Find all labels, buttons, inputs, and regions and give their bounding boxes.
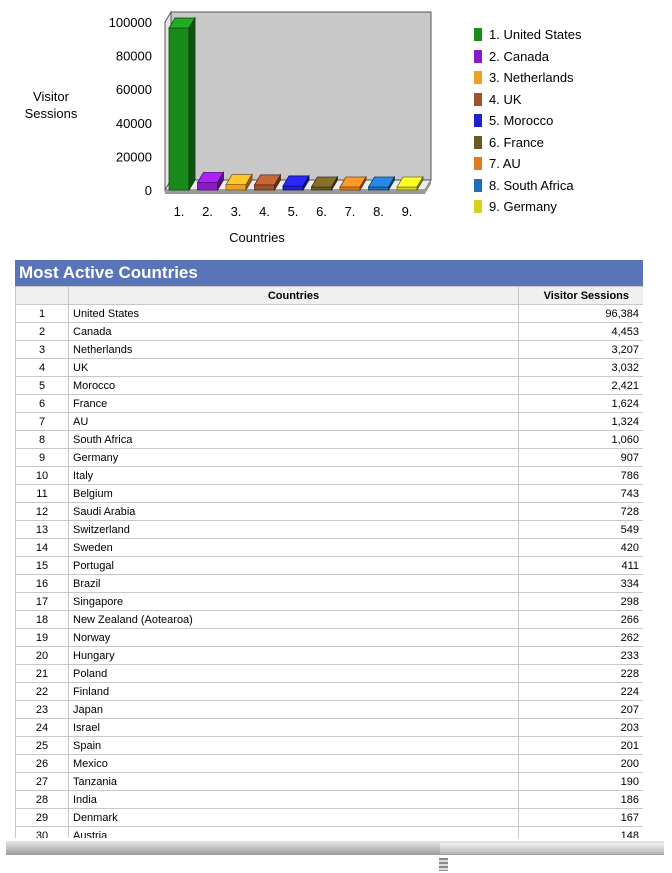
table-row	[16, 755, 644, 773]
legend-item	[474, 89, 664, 111]
table-row	[16, 719, 644, 737]
y-tick-label: 40000	[115, 115, 152, 131]
sessions-cell: 549	[519, 521, 644, 539]
sessions-cell: 262	[519, 629, 644, 647]
x-tick-label: 4.	[259, 204, 270, 219]
rank-cell: 30	[16, 827, 69, 839]
legend-label: 3. Netherlands	[489, 70, 574, 86]
table-row	[16, 395, 644, 413]
legend-label: 4. UK	[489, 91, 522, 107]
legend-swatch-icon	[474, 50, 482, 63]
legend-swatch-icon	[474, 93, 482, 106]
table-row	[16, 809, 644, 827]
x-tick-label: 1.	[173, 204, 185, 219]
country-cell: India	[69, 791, 519, 809]
rank-cell: 6	[16, 395, 69, 413]
rank-cell: 24	[16, 719, 69, 737]
legend-swatch-icon	[474, 179, 482, 192]
legend-swatch-icon	[474, 114, 482, 127]
legend-swatch-icon	[474, 136, 482, 149]
legend-item	[474, 46, 664, 68]
country-cell: New Zealand (Aotearoa)	[69, 611, 519, 629]
table-row	[16, 431, 644, 449]
sessions-cell: 1,060	[519, 431, 644, 449]
plot-back-wall	[171, 12, 431, 180]
sessions-cell: 266	[519, 611, 644, 629]
table-row	[16, 485, 644, 503]
bar	[169, 28, 189, 190]
sessions-cell: 3,207	[519, 341, 644, 359]
rank-cell: 28	[16, 791, 69, 809]
sessions-cell: 167	[519, 809, 644, 827]
sessions-cell: 3,032	[519, 359, 644, 377]
country-cell: France	[69, 395, 519, 413]
rank-cell: 25	[16, 737, 69, 755]
country-cell: Norway	[69, 629, 519, 647]
country-cell: Japan	[69, 701, 519, 719]
sessions-cell: 96,384	[519, 305, 644, 323]
y-tick-label: 100000	[108, 15, 152, 30]
legend-swatch-icon	[474, 200, 482, 213]
sessions-cell: 233	[519, 647, 644, 665]
country-cell: Netherlands	[69, 341, 519, 359]
rank-cell: 29	[16, 809, 69, 827]
rank-cell: 23	[16, 701, 69, 719]
country-cell: United States	[69, 305, 519, 323]
table-row	[16, 467, 644, 485]
sessions-cell: 201	[519, 737, 644, 755]
sessions-cell: 743	[519, 485, 644, 503]
rank-cell: 21	[16, 665, 69, 683]
bar	[255, 185, 275, 190]
legend-item	[474, 67, 664, 89]
rank-cell: 27	[16, 773, 69, 791]
table-header-row	[16, 287, 644, 305]
sessions-cell: 200	[519, 755, 644, 773]
plot-floor-front	[165, 190, 425, 194]
country-cell: Brazil	[69, 575, 519, 593]
table-row	[16, 737, 644, 755]
country-cell: Spain	[69, 737, 519, 755]
country-cell: Italy	[69, 467, 519, 485]
country-cell: Austria	[69, 827, 519, 839]
country-cell: Israel	[69, 719, 519, 737]
bar	[198, 183, 218, 190]
rank-cell: 19	[16, 629, 69, 647]
country-cell: Belgium	[69, 485, 519, 503]
chart-legend	[474, 24, 664, 218]
legend-item	[474, 196, 664, 218]
rank-cell: 11	[16, 485, 69, 503]
country-cell: Saudi Arabia	[69, 503, 519, 521]
visitor-sessions-column-header[interactable]: Visitor Sessions	[519, 287, 644, 305]
sessions-cell: 411	[519, 557, 644, 575]
rank-cell: 12	[16, 503, 69, 521]
country-cell: Portugal	[69, 557, 519, 575]
bar	[397, 187, 417, 190]
most-active-countries-panel	[15, 260, 643, 838]
legend-label: 6. France	[489, 134, 544, 150]
table-row	[16, 773, 644, 791]
table-row	[16, 521, 644, 539]
rank-cell: 18	[16, 611, 69, 629]
legend-label: 8. South Africa	[489, 177, 574, 193]
table-row	[16, 305, 644, 323]
country-cell: Switzerland	[69, 521, 519, 539]
table-row	[16, 557, 644, 575]
country-cell: Finland	[69, 683, 519, 701]
rank-cell: 16	[16, 575, 69, 593]
sessions-cell: 907	[519, 449, 644, 467]
country-cell: Singapore	[69, 593, 519, 611]
country-cell: Germany	[69, 449, 519, 467]
country-cell: Morocco	[69, 377, 519, 395]
table-row	[16, 449, 644, 467]
table-row	[16, 503, 644, 521]
bar	[312, 187, 332, 190]
sessions-cell: 186	[519, 791, 644, 809]
rank-cell: 26	[16, 755, 69, 773]
country-cell: Tanzania	[69, 773, 519, 791]
bar	[340, 187, 360, 190]
y-tick-label: 0	[144, 183, 152, 198]
legend-swatch-icon	[474, 71, 482, 84]
sessions-cell: 207	[519, 701, 644, 719]
table-row	[16, 413, 644, 431]
table-row	[16, 647, 644, 665]
countries-table	[15, 286, 643, 838]
table-row	[16, 683, 644, 701]
country-cell: Mexico	[69, 755, 519, 773]
table-row	[16, 323, 644, 341]
x-tick-label: 9.	[401, 204, 413, 219]
y-tick-label: 20000	[115, 149, 152, 165]
y-tick-label: 80000	[115, 48, 152, 64]
report-title: Most Active Countries	[15, 260, 643, 286]
sessions-cell: 4,453	[519, 323, 644, 341]
rank-cell: 7	[16, 413, 69, 431]
scrollbar-thumb[interactable]	[440, 843, 664, 854]
x-axis-label: Countries	[229, 230, 285, 245]
x-tick-label: 2.	[202, 204, 213, 219]
y-axis-label: Sessions	[24, 106, 78, 121]
legend-item	[474, 153, 664, 175]
legend-label: 5. Morocco	[489, 113, 554, 129]
sessions-cell: 786	[519, 467, 644, 485]
sessions-cell: 420	[519, 539, 644, 557]
rank-cell: 3	[16, 341, 69, 359]
x-tick-label: 6.	[316, 204, 327, 219]
resize-grip-icon[interactable]	[439, 858, 448, 871]
table-row	[16, 359, 644, 377]
sessions-cell: 224	[519, 683, 644, 701]
country-cell: Denmark	[69, 809, 519, 827]
table-row	[16, 791, 644, 809]
rank-cell: 17	[16, 593, 69, 611]
table-row	[16, 341, 644, 359]
sessions-cell: 190	[519, 773, 644, 791]
sessions-cell: 1,324	[519, 413, 644, 431]
table-row	[16, 593, 644, 611]
sessions-cell: 298	[519, 593, 644, 611]
countries-column-header[interactable]: Countries	[69, 287, 519, 305]
table-row	[16, 701, 644, 719]
table-row	[16, 629, 644, 647]
table-row	[16, 377, 644, 395]
legend-item	[474, 24, 664, 46]
country-cell: Sweden	[69, 539, 519, 557]
y-axis-label: Visitor	[33, 89, 69, 104]
country-cell: Canada	[69, 323, 519, 341]
legend-item	[474, 132, 664, 154]
rank-cell: 2	[16, 323, 69, 341]
legend-swatch-icon	[474, 28, 482, 41]
table-row	[16, 575, 644, 593]
country-cell: Poland	[69, 665, 519, 683]
bar	[369, 187, 389, 190]
rank-cell: 5	[16, 377, 69, 395]
bar-side	[189, 18, 195, 190]
country-cell: South Africa	[69, 431, 519, 449]
x-tick-label: 8.	[373, 204, 384, 219]
rank-cell: 14	[16, 539, 69, 557]
rank-column-header	[16, 287, 69, 305]
bar	[283, 186, 303, 190]
sessions-cell: 1,624	[519, 395, 644, 413]
rank-cell: 10	[16, 467, 69, 485]
legend-item	[474, 175, 664, 197]
legend-label: 1. United States	[489, 27, 582, 43]
x-tick-label: 7.	[344, 204, 356, 219]
table-row	[16, 827, 644, 839]
y-tick-label: 60000	[115, 82, 152, 98]
sessions-cell: 334	[519, 575, 644, 593]
table-row	[16, 539, 644, 557]
rank-cell: 22	[16, 683, 69, 701]
rank-cell: 20	[16, 647, 69, 665]
sessions-cell: 228	[519, 665, 644, 683]
rank-cell: 1	[16, 305, 69, 323]
table-row	[16, 665, 644, 683]
rank-cell: 4	[16, 359, 69, 377]
bar	[226, 185, 246, 190]
legend-item	[474, 110, 664, 132]
rank-cell: 15	[16, 557, 69, 575]
sessions-cell: 728	[519, 503, 644, 521]
legend-label: 9. Germany	[489, 199, 557, 215]
rank-cell: 13	[16, 521, 69, 539]
sessions-cell: 148	[519, 827, 644, 839]
x-tick-label: 3.	[230, 204, 242, 219]
table-row	[16, 611, 644, 629]
rank-cell: 9	[16, 449, 69, 467]
x-tick-label: 5.	[287, 204, 299, 219]
country-cell: Hungary	[69, 647, 519, 665]
sessions-cell: 2,421	[519, 377, 644, 395]
country-cell: UK	[69, 359, 519, 377]
country-cell: AU	[69, 413, 519, 431]
legend-swatch-icon	[474, 157, 482, 170]
sessions-cell: 203	[519, 719, 644, 737]
legend-label: 7. AU	[489, 156, 521, 172]
rank-cell: 8	[16, 431, 69, 449]
legend-label: 2. Canada	[489, 48, 549, 64]
